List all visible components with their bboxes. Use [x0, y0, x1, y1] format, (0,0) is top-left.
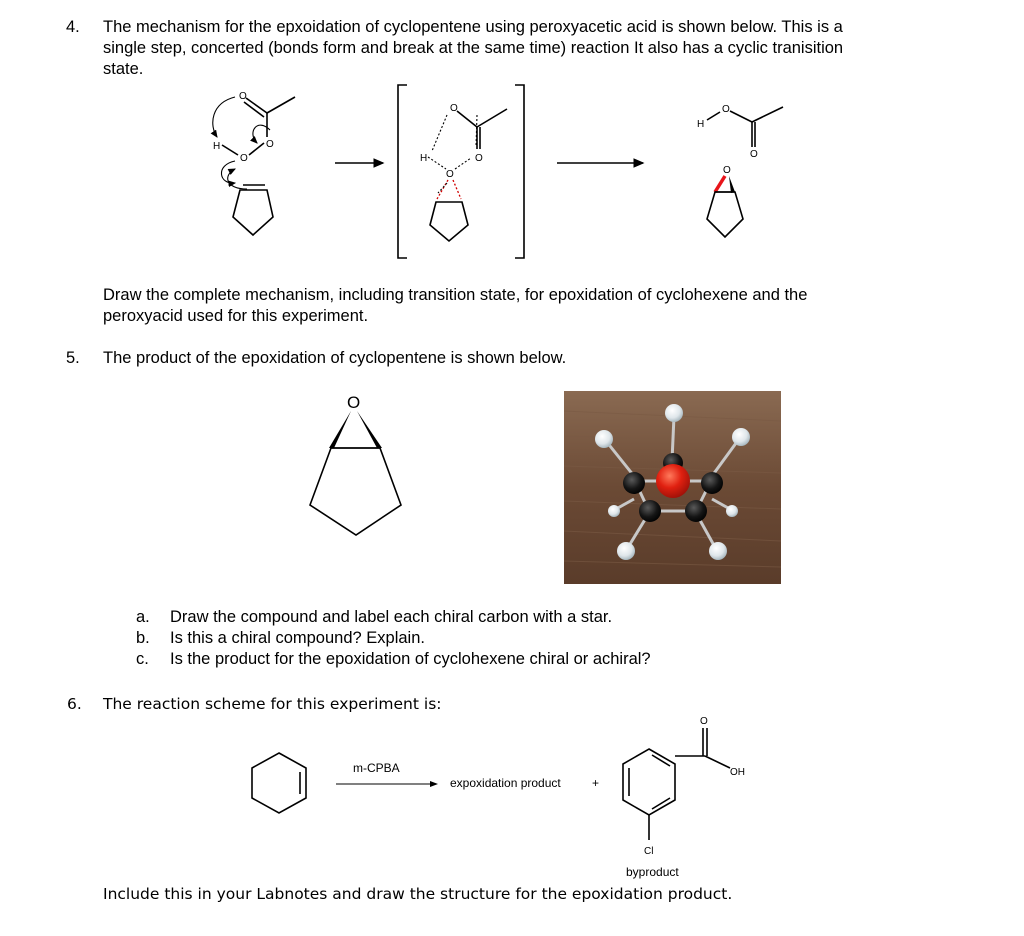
q4-text-line-1: The mechanism for the epxoidation of cyclopentene using peroxyacetic acid is shown below. This is a [103, 18, 843, 36]
q5-item-c-text: Is the product for the epoxidation of cyclohexene chiral or achiral? [170, 650, 651, 668]
q5-item-b-letter: b. [136, 629, 150, 647]
svg-text:O: O [722, 104, 730, 115]
reaction-arrow [336, 779, 446, 789]
q4-text-line-2: single step, concerted (bonds form and break at the same time) reaction It also has a cyclic tranisition [103, 39, 844, 57]
plus-sign: + [592, 776, 600, 790]
q6-footer: Include this in your Labnotes and draw the structure for the epoxidation product. [103, 885, 733, 903]
q5-item-c-letter: c. [136, 650, 149, 668]
epoxidation-product-label: expoxidation product [450, 776, 561, 790]
svg-text:Cl: Cl [644, 846, 654, 857]
svg-text:O: O [750, 149, 758, 160]
svg-text:O: O [240, 153, 248, 164]
transition-state [398, 85, 524, 258]
svg-text:O: O [700, 716, 708, 727]
cyclohexene-structure [248, 750, 310, 816]
q4-text-line-3: state. [103, 60, 144, 78]
chlorobenzoic-acid-structure [610, 712, 750, 862]
molecular-model-photo [564, 391, 781, 584]
q6-text: The reaction scheme for this experiment is: [103, 695, 442, 713]
epoxidation-mechanism-diagram [195, 85, 815, 265]
q4-instruction-line-1: Draw the complete mechanism, including transition state, for epoxidation of cyclohexene and the [103, 286, 808, 304]
svg-text:O: O [446, 169, 454, 180]
svg-text:O: O [347, 393, 361, 412]
q5-item-b-text: Is this a chiral compound? Explain. [170, 629, 425, 647]
q4-instruction-line-2: peroxyacid used for this experiment. [103, 307, 369, 325]
svg-text:H: H [213, 141, 221, 152]
q5-number: 5. [66, 349, 80, 367]
q5-item-a-letter: a. [136, 608, 150, 626]
q4-number: 4. [66, 18, 80, 36]
svg-text:O: O [723, 165, 731, 176]
cyclopentene-oxide-structure [300, 390, 410, 540]
q6-number: 6. [67, 695, 82, 713]
reagent-label: m-CPBA [353, 761, 400, 775]
svg-text:O: O [450, 103, 458, 114]
q5-item-a-text: Draw the compound and label each chiral carbon with a star. [170, 608, 613, 626]
reactant-structures [213, 91, 295, 235]
svg-text:O: O [266, 139, 274, 150]
svg-text:O: O [475, 153, 483, 164]
svg-text:H: H [697, 119, 705, 130]
svg-text:OH: OH [730, 767, 745, 778]
product-structures [697, 104, 783, 237]
q5-text: The product of the epoxidation of cyclopentene is shown below. [103, 349, 567, 367]
svg-text:H: H [420, 153, 428, 164]
svg-text:O: O [239, 91, 247, 102]
byproduct-label: byproduct [626, 865, 679, 879]
